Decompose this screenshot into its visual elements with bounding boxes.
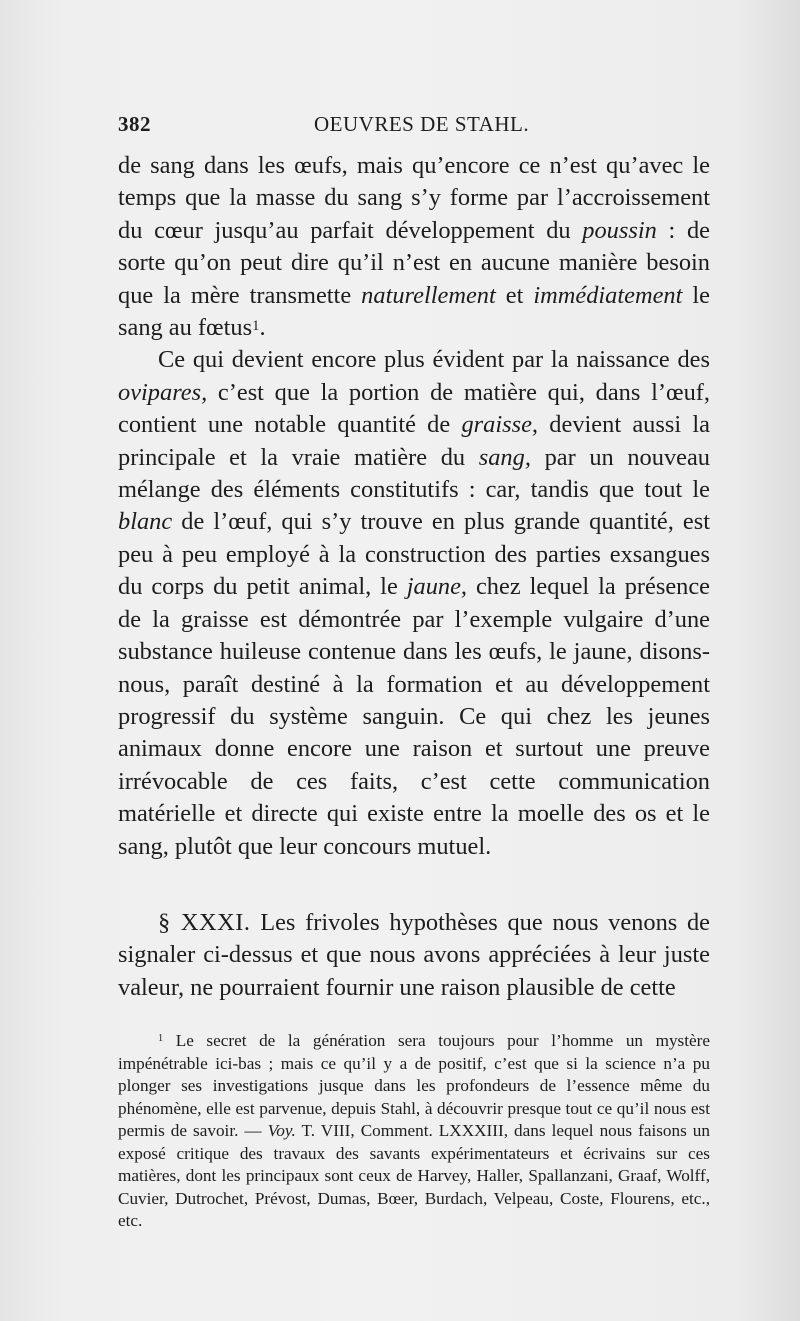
paragraph-1: de sang dans les œufs, mais qu’encore ce n’est qu’avec le temps que la masse du sang s’y forme par l’accroissement du cœur jusqu’au parfait développement du poussin : de sorte qu’on peut dire qu’il n’est en aucune manière besoin que la mère transmette naturellement et immédiatement le sang au fœtus$^1$. bbox=[118, 152, 710, 342]
footnote-1: $^1$ Le secret de la génération sera toujours pour l’homme un mystère impénétrable ici-bas ; mais ce qu’il y a de positif, c’est que si la science n’a pu plonger ses investigations jusque dans les profondeurs de l’essence même du phénomène, elle est parvenue, depuis Stahl, à découvrir presque tout ce qu’il nous est permis de savoir. — Voy. T. VIII, Comment. LXXXIII, dans lequel nous faisons un exposé critique des travaux des savants expérimentateurs et écrivains sur ces matières, dont les principaux sont ceux de Harvey, Haller, Spallanzani, Graaf, Wolff, Cuvier, Dutrochet, Prévost, Dumas, Bœer, Burdach, Velpeau, Coste, Flourens, etc., etc. bbox=[118, 1031, 710, 1230]
running-title: OEUVRES DE STAHL. bbox=[314, 112, 530, 136]
paragraph-gap bbox=[118, 863, 710, 907]
page-number: 382 bbox=[118, 112, 151, 136]
footnote-area bbox=[118, 1030, 710, 1233]
body-text bbox=[118, 150, 710, 1004]
paragraph-3: § XXXI. Les frivoles hypothèses que nous venons de signaler ci-dessus et que nous avons appréciées à leur juste valeur, ne pourraient fournir une raison plausible de cette bbox=[118, 908, 710, 1001]
footnote-reference: 1 bbox=[252, 318, 260, 335]
page-header bbox=[118, 112, 660, 142]
footnote-mark: 1 bbox=[158, 1033, 164, 1044]
paragraph-2: Ce qui devient encore plus évident par la naissance des ovipares, c’est que la portion de matière qui, dans l’œuf, contient une notable quantité de graisse, devient aussi la principale et la vraie matière du sang, par un nouveau mélange des éléments constitutifs : car, tandis que tout le blanc de l’œuf, qui s’y trouve en plus grande quantité, est peu à peu employé à la construction des parties exsangues du corps du petit animal, le jaune, chez lequel la présence de la graisse est démontrée par l’exemple vulgaire d’une substance huileuse contenue dans les œufs, le jaune, disons-nous, paraît destiné à la formation et au développement progressif du système sanguin. Ce qui chez les jeunes animaux donne encore une raison et surtout une preuve irrévocable de ces faits, c’est cette communication matérielle et directe qui existe entre la moelle des os et le sang, plutôt que leur concours mutuel. bbox=[118, 346, 711, 860]
section-heading: § XXXI. bbox=[158, 908, 251, 936]
